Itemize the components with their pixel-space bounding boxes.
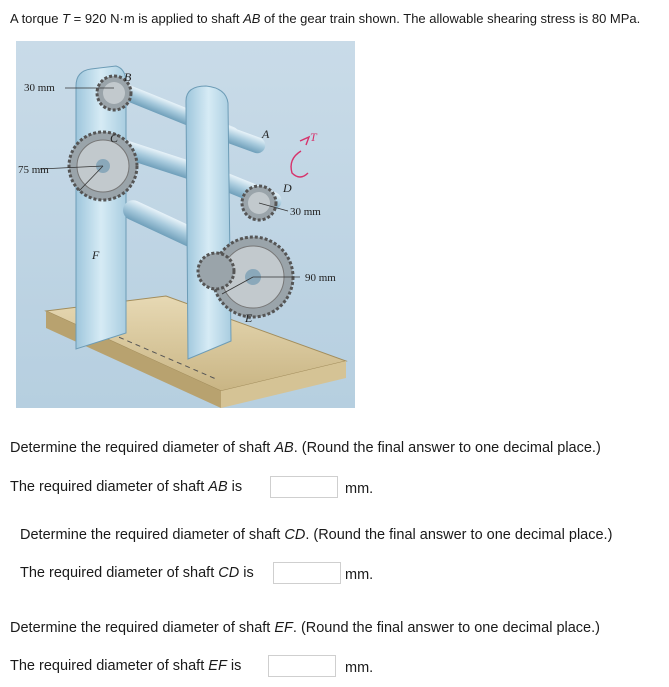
answer-cd-unit: mm.: [345, 567, 374, 583]
question-ab-note: . (Round the final answer to one decimal place.): [293, 440, 601, 456]
problem-text-1: A torque: [10, 11, 63, 26]
question-cd-note: . (Round the final answer to one decimal place.): [305, 527, 613, 543]
label-c: C: [110, 131, 119, 145]
answer-ef-post: is: [226, 658, 242, 674]
dim-75: 75 mm: [18, 164, 49, 176]
label-t: T: [310, 130, 317, 144]
gear-train-illustration: [16, 41, 355, 408]
question-ef: [10, 619, 600, 637]
gear-train-figure: [16, 41, 355, 408]
answer-ef-label: [10, 657, 241, 675]
answer-ab-pre: The required diameter of shaft: [10, 479, 209, 495]
answer-ab-post: is: [227, 479, 243, 495]
answer-ef-unit: mm.: [345, 660, 374, 676]
label-b: B: [124, 70, 132, 84]
question-ef-note: . (Round the final answer to one decimal place.): [292, 620, 600, 636]
problem-text-3: of the gear train shown. The allowable shearing stress is 80 MPa.: [260, 11, 641, 26]
dim-90: 90 mm: [305, 272, 336, 284]
answer-cd-shaft: CD: [218, 565, 240, 581]
answer-ef-shaft: EF: [208, 658, 227, 674]
answer-cd-input[interactable]: [273, 562, 341, 584]
answer-ab-label: [10, 478, 242, 496]
dim-30-left: 30 mm: [24, 82, 55, 94]
question-ef-text: Determine the required diameter of shaft: [10, 620, 275, 636]
dim-30-right: 30 mm: [290, 206, 321, 218]
label-d: D: [283, 181, 292, 195]
torque-symbol: T: [62, 11, 70, 26]
answer-cd-label: [20, 564, 254, 582]
question-ef-shaft: EF: [274, 620, 293, 636]
question-cd-shaft: CD: [284, 527, 306, 543]
question-ab-text: Determine the required diameter of shaft: [10, 440, 275, 456]
label-a: A: [262, 127, 270, 141]
answer-cd-post: is: [239, 565, 254, 581]
answer-cd-pre: The required diameter of shaft: [20, 565, 219, 581]
gear-f: [198, 253, 234, 289]
question-ab-shaft: AB: [274, 440, 294, 456]
shaft-ab-symbol: AB: [243, 11, 261, 26]
label-f: F: [92, 248, 100, 262]
question-ab: [10, 439, 601, 457]
label-e: E: [245, 311, 253, 325]
answer-ab-unit: mm.: [345, 481, 374, 497]
answer-ab-shaft: AB: [208, 479, 228, 495]
problem-statement: [10, 11, 660, 27]
question-cd: [20, 526, 612, 544]
answer-ef-pre: The required diameter of shaft: [10, 658, 209, 674]
problem-text-2: = 920 N·m is applied to shaft: [70, 11, 244, 26]
answer-ab-input[interactable]: [270, 476, 338, 498]
question-cd-text: Determine the required diameter of shaft: [20, 527, 285, 543]
answer-ef-input[interactable]: [268, 655, 336, 677]
